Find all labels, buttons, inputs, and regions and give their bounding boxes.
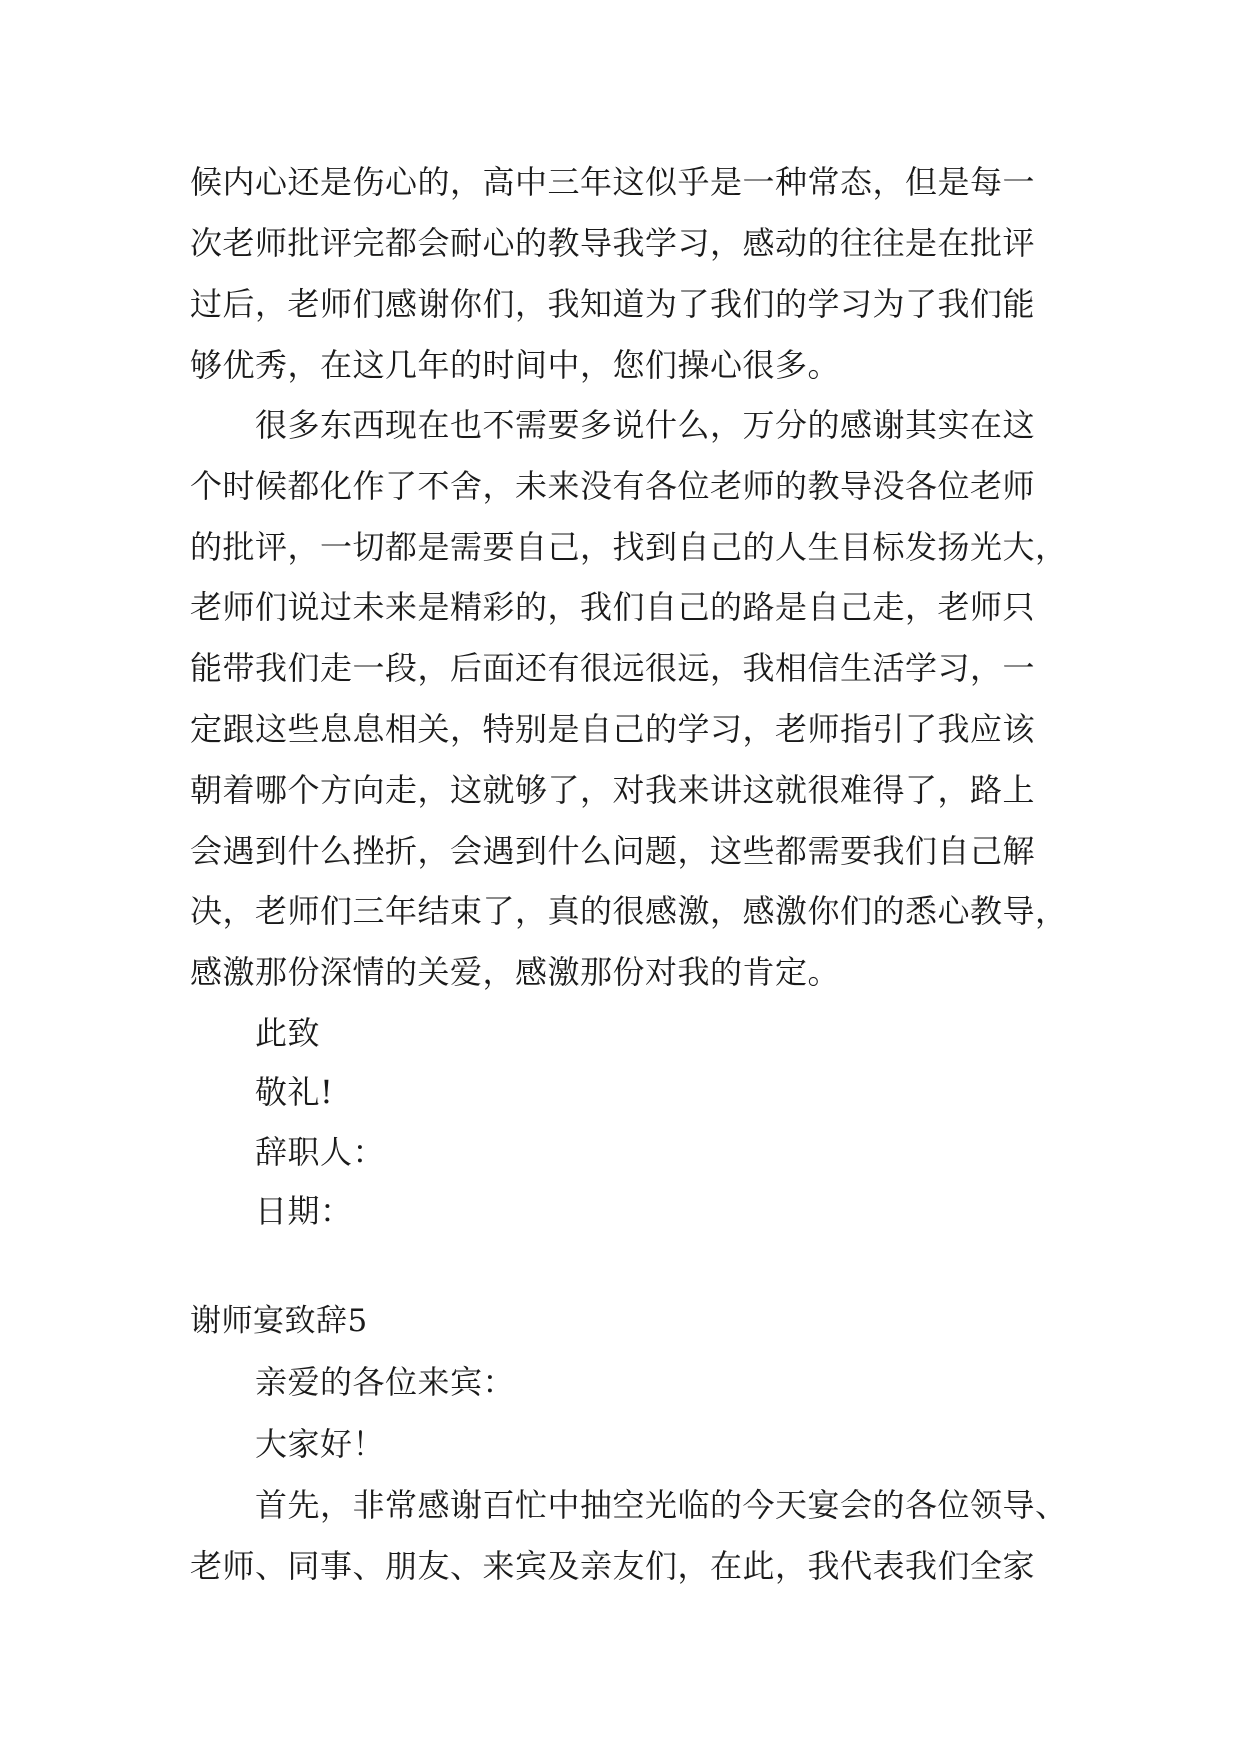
section-title: 谢师宴致辞5: [190, 1303, 368, 1339]
paragraph-line: 定跟这些息息相关，特别是自己的学习，老师指引了我应该: [190, 710, 1036, 748]
closing-regards: 敬礼!: [255, 1073, 334, 1111]
paragraph-line: 过后，老师们感谢你们，我知道为了我们的学习为了我们能: [190, 285, 1036, 323]
paragraph-line: 够优秀，在这几年的时间中，您们操心很多。: [190, 346, 841, 384]
paragraph-line: 老师们说过未来是精彩的，我们自己的路是自己走，老师只: [190, 588, 1036, 626]
closing-salutation: 此致: [255, 1014, 321, 1052]
paragraph-line: 的批评，一切都是需要自己，找到自己的人生目标发扬光大，: [190, 528, 1068, 566]
speech-hello: 大家好！: [255, 1425, 386, 1463]
paragraph-line: 老师、同事、朋友、来宾及亲友们，在此，我代表我们全家: [190, 1547, 1036, 1585]
paragraph-line: 会遇到什么挫折，会遇到什么问题，这些都需要我们自己解: [190, 832, 1036, 870]
paragraph-line: 很多东西现在也不需要多说什么，万分的感谢其实在这: [255, 406, 1036, 444]
paragraph-line: 候内心还是伤心的，高中三年这似乎是一种常态，但是每一: [190, 163, 1036, 201]
paragraph-line: 能带我们走一段，后面还有很远很远，我相信生活学习，一: [190, 649, 1036, 687]
paragraph-line: 朝着哪个方向走，这就够了，对我来讲这就很难得了，路上: [190, 771, 1036, 809]
paragraph-line: 次老师批评完都会耐心的教导我学习，感动的往往是在批评: [190, 224, 1036, 262]
speech-greeting: 亲爱的各位来宾：: [255, 1363, 516, 1401]
date-label: 日期：: [255, 1192, 353, 1230]
paragraph-line: 决，老师们三年结束了，真的很感激，感激你们的悉心教导，: [190, 892, 1068, 930]
paragraph-line: 首先，非常感谢百忙中抽空光临的今天宴会的各位领导、: [255, 1486, 1068, 1524]
signer-label: 辞职人：: [255, 1133, 386, 1171]
paragraph-line: 感激那份深情的关爱，感激那份对我的肯定。: [190, 953, 841, 991]
paragraph-line: 个时候都化作了不舍，未来没有各位老师的教导没各位老师: [190, 467, 1036, 505]
